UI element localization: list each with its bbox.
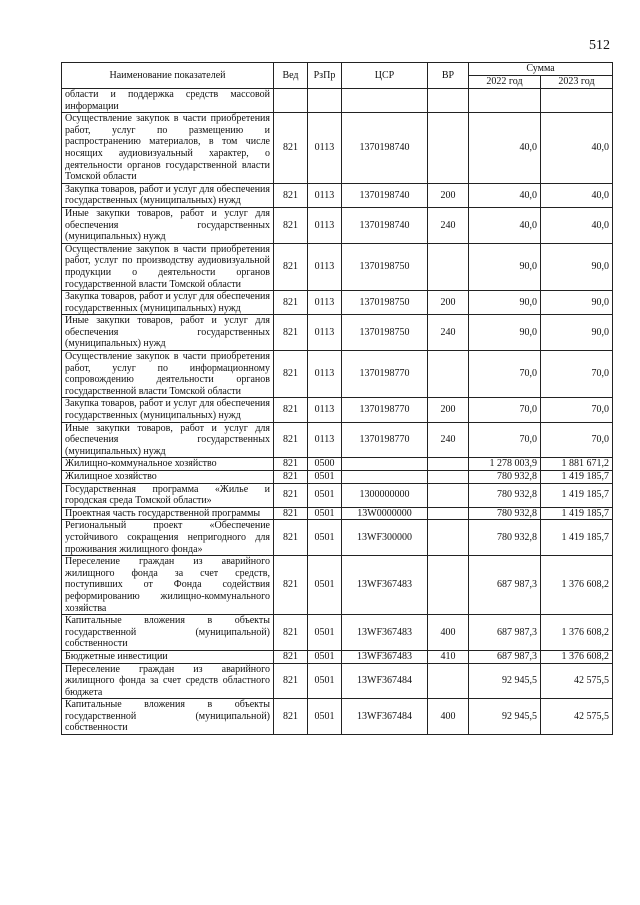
cell-name: Закупка товаров, работ и услуг для обеспечения государственных (муниципальных) нужд (62, 183, 274, 207)
cell-sum-2022: 780 932,8 (469, 471, 541, 484)
table-row (62, 207, 613, 243)
cell-rzpr: 0500 (308, 458, 342, 471)
cell-sum-2023: 1 419 185,7 (541, 507, 613, 520)
cell-rzpr: 0113 (308, 113, 342, 184)
cell-ved: 821 (274, 183, 308, 207)
table-row (62, 699, 613, 735)
cell-sum-2022: 70,0 (469, 351, 541, 398)
cell-ved: 821 (274, 471, 308, 484)
table-row (62, 422, 613, 458)
table-row (62, 351, 613, 398)
cell-vr: 240 (428, 207, 469, 243)
cell-csr: 1370198740 (342, 207, 428, 243)
cell-csr (342, 471, 428, 484)
cell-sum-2022: 70,0 (469, 398, 541, 422)
cell-sum-2023: 1 881 671,2 (541, 458, 613, 471)
table-header (62, 63, 613, 89)
cell-rzpr: 0501 (308, 699, 342, 735)
cell-vr (428, 113, 469, 184)
cell-csr: 13WF367483 (342, 556, 428, 615)
cell-rzpr: 0113 (308, 351, 342, 398)
cell-sum-2022: 687 987,3 (469, 615, 541, 651)
table-row (62, 183, 613, 207)
cell-csr: 1370198770 (342, 398, 428, 422)
cell-sum-2022: 40,0 (469, 183, 541, 207)
cell-vr: 400 (428, 615, 469, 651)
cell-sum-2022: 780 932,8 (469, 483, 541, 507)
cell-sum-2023: 70,0 (541, 398, 613, 422)
cell-name: Региональный проект «Обеспечение устойчивого сокращения непригодного для проживания жилищного фонда» (62, 520, 274, 556)
cell-name: Иные закупки товаров, работ и услуг для обеспечения государственных (муниципальных) нужд (62, 207, 274, 243)
table-row (62, 483, 613, 507)
cell-ved: 821 (274, 458, 308, 471)
cell-vr (428, 520, 469, 556)
cell-name: Жилищно-коммунальное хозяйство (62, 458, 274, 471)
cell-rzpr: 0501 (308, 650, 342, 663)
cell-ved: 821 (274, 113, 308, 184)
cell-csr (342, 458, 428, 471)
cell-ved: 821 (274, 650, 308, 663)
cell-rzpr (308, 89, 342, 113)
cell-csr: 1370198740 (342, 113, 428, 184)
page-number: 512 (589, 38, 610, 53)
cell-vr: 400 (428, 699, 469, 735)
cell-ved (274, 89, 308, 113)
cell-rzpr: 0113 (308, 422, 342, 458)
cell-sum-2023: 42 575,5 (541, 699, 613, 735)
table-row (62, 315, 613, 351)
cell-name: Закупка товаров, работ и услуг для обеспечения государственных (муниципальных) нужд (62, 398, 274, 422)
cell-ved: 821 (274, 207, 308, 243)
cell-name: Проектная часть государственной программы (62, 507, 274, 520)
table-row (62, 556, 613, 615)
cell-name: Переселение граждан из аварийного жилищного фонда за счет средств, поступивших от Фонда содействия реформированию жилищно-коммунального хозяйства (62, 556, 274, 615)
table-row (62, 89, 613, 113)
cell-sum-2023: 40,0 (541, 183, 613, 207)
cell-sum-2023: 90,0 (541, 243, 613, 290)
cell-ved: 821 (274, 315, 308, 351)
header-year-2022: 2022 год (469, 76, 541, 89)
cell-name: Жилищное хозяйство (62, 471, 274, 484)
cell-rzpr: 0113 (308, 398, 342, 422)
cell-vr (428, 483, 469, 507)
header-ved: Вед (274, 63, 308, 89)
cell-name: Капитальные вложения в объекты государственной (муниципальной) собственности (62, 699, 274, 735)
cell-rzpr: 0501 (308, 615, 342, 651)
table-row (62, 650, 613, 663)
cell-sum-2022: 40,0 (469, 207, 541, 243)
cell-sum-2022: 780 932,8 (469, 520, 541, 556)
cell-sum-2022: 90,0 (469, 291, 541, 315)
cell-ved: 821 (274, 243, 308, 290)
cell-rzpr: 0501 (308, 483, 342, 507)
cell-csr: 13W0000000 (342, 507, 428, 520)
cell-rzpr: 0113 (308, 183, 342, 207)
cell-sum-2022: 90,0 (469, 315, 541, 351)
cell-sum-2023: 90,0 (541, 291, 613, 315)
cell-sum-2022: 40,0 (469, 113, 541, 184)
cell-ved: 821 (274, 520, 308, 556)
cell-rzpr: 0501 (308, 471, 342, 484)
cell-rzpr: 0113 (308, 243, 342, 290)
cell-sum-2022: 687 987,3 (469, 650, 541, 663)
cell-csr: 13WF300000 (342, 520, 428, 556)
cell-vr: 200 (428, 398, 469, 422)
cell-sum-2023: 1 419 185,7 (541, 471, 613, 484)
cell-csr: 13WF367483 (342, 650, 428, 663)
cell-ved: 821 (274, 351, 308, 398)
table-row (62, 520, 613, 556)
cell-sum-2023: 70,0 (541, 422, 613, 458)
cell-vr (428, 243, 469, 290)
cell-name: Переселение граждан из аварийного жилищного фонда за счет средств областного бюджета (62, 663, 274, 699)
cell-csr: 1370198740 (342, 183, 428, 207)
cell-name: Капитальные вложения в объекты государственной (муниципальной) собственности (62, 615, 274, 651)
cell-sum-2022 (469, 89, 541, 113)
cell-sum-2023: 90,0 (541, 315, 613, 351)
cell-vr (428, 471, 469, 484)
cell-sum-2023: 40,0 (541, 113, 613, 184)
cell-vr: 200 (428, 291, 469, 315)
cell-csr (342, 89, 428, 113)
cell-sum-2023 (541, 89, 613, 113)
cell-vr (428, 556, 469, 615)
header-rzpr: РзПр (308, 63, 342, 89)
cell-name: Бюджетные инвестиции (62, 650, 274, 663)
cell-vr: 200 (428, 183, 469, 207)
cell-ved: 821 (274, 483, 308, 507)
cell-vr (428, 89, 469, 113)
table-row (62, 615, 613, 651)
cell-sum-2023: 42 575,5 (541, 663, 613, 699)
cell-ved: 821 (274, 699, 308, 735)
cell-rzpr: 0113 (308, 291, 342, 315)
cell-csr: 13WF367483 (342, 615, 428, 651)
cell-name: Иные закупки товаров, работ и услуг для обеспечения государственных (муниципальных) нужд (62, 422, 274, 458)
header-sum: Сумма (469, 63, 613, 76)
cell-ved: 821 (274, 398, 308, 422)
cell-sum-2023: 1 376 608,2 (541, 650, 613, 663)
cell-csr: 1370198750 (342, 315, 428, 351)
header-year-2023: 2023 год (541, 76, 613, 89)
cell-ved: 821 (274, 507, 308, 520)
cell-sum-2022: 92 945,5 (469, 699, 541, 735)
cell-sum-2023: 1 376 608,2 (541, 615, 613, 651)
cell-vr: 240 (428, 315, 469, 351)
table-row (62, 291, 613, 315)
cell-vr (428, 351, 469, 398)
cell-ved: 821 (274, 615, 308, 651)
header-csr: ЦСР (342, 63, 428, 89)
cell-vr: 240 (428, 422, 469, 458)
cell-csr: 13WF367484 (342, 699, 428, 735)
cell-sum-2022: 687 987,3 (469, 556, 541, 615)
cell-csr: 13WF367484 (342, 663, 428, 699)
cell-rzpr: 0501 (308, 556, 342, 615)
table-row (62, 471, 613, 484)
cell-csr: 1300000000 (342, 483, 428, 507)
cell-sum-2023: 70,0 (541, 351, 613, 398)
table-body (62, 89, 613, 735)
cell-rzpr: 0113 (308, 315, 342, 351)
cell-rzpr: 0501 (308, 663, 342, 699)
header-vr: ВР (428, 63, 469, 89)
cell-name: Осуществление закупок в части приобретения работ, услуг по информационному сопровождению деятельности органов государственной власти Томской области (62, 351, 274, 398)
cell-csr: 1370198770 (342, 422, 428, 458)
cell-sum-2022: 70,0 (469, 422, 541, 458)
cell-sum-2023: 1 419 185,7 (541, 483, 613, 507)
cell-sum-2022: 780 932,8 (469, 507, 541, 520)
cell-name: Осуществление закупок в части приобретения работ, услуг по производству аудиовизуальной продукции о деятельности органов государственной власти Томской области (62, 243, 274, 290)
table-row (62, 663, 613, 699)
table-row (62, 243, 613, 290)
cell-csr: 1370198770 (342, 351, 428, 398)
cell-ved: 821 (274, 556, 308, 615)
cell-csr: 1370198750 (342, 243, 428, 290)
cell-vr (428, 663, 469, 699)
table-row (62, 507, 613, 520)
cell-sum-2022: 1 278 003,9 (469, 458, 541, 471)
table-row (62, 113, 613, 184)
cell-sum-2023: 1 419 185,7 (541, 520, 613, 556)
cell-ved: 821 (274, 663, 308, 699)
cell-sum-2023: 40,0 (541, 207, 613, 243)
cell-vr: 410 (428, 650, 469, 663)
cell-vr (428, 458, 469, 471)
cell-name: Иные закупки товаров, работ и услуг для обеспечения государственных (муниципальных) нужд (62, 315, 274, 351)
cell-sum-2022: 90,0 (469, 243, 541, 290)
cell-name: Осуществление закупок в части приобретения работ, услуг по размещению и распространению материалов, в том числе носящих аудиовизуальный характер, о деятельности органов государственной власти Томской области (62, 113, 274, 184)
cell-rzpr: 0113 (308, 207, 342, 243)
cell-ved: 821 (274, 291, 308, 315)
cell-sum-2022: 92 945,5 (469, 663, 541, 699)
cell-name: Государственная программа «Жилье и городская среда Томской области» (62, 483, 274, 507)
table-row (62, 398, 613, 422)
table-row (62, 458, 613, 471)
cell-name: области и поддержка средств массовой информации (62, 89, 274, 113)
header-name: Наименование показателей (62, 63, 274, 89)
budget-table (61, 62, 613, 735)
cell-rzpr: 0501 (308, 520, 342, 556)
cell-vr (428, 507, 469, 520)
cell-ved: 821 (274, 422, 308, 458)
cell-rzpr: 0501 (308, 507, 342, 520)
cell-name: Закупка товаров, работ и услуг для обеспечения государственных (муниципальных) нужд (62, 291, 274, 315)
cell-sum-2023: 1 376 608,2 (541, 556, 613, 615)
cell-csr: 1370198750 (342, 291, 428, 315)
